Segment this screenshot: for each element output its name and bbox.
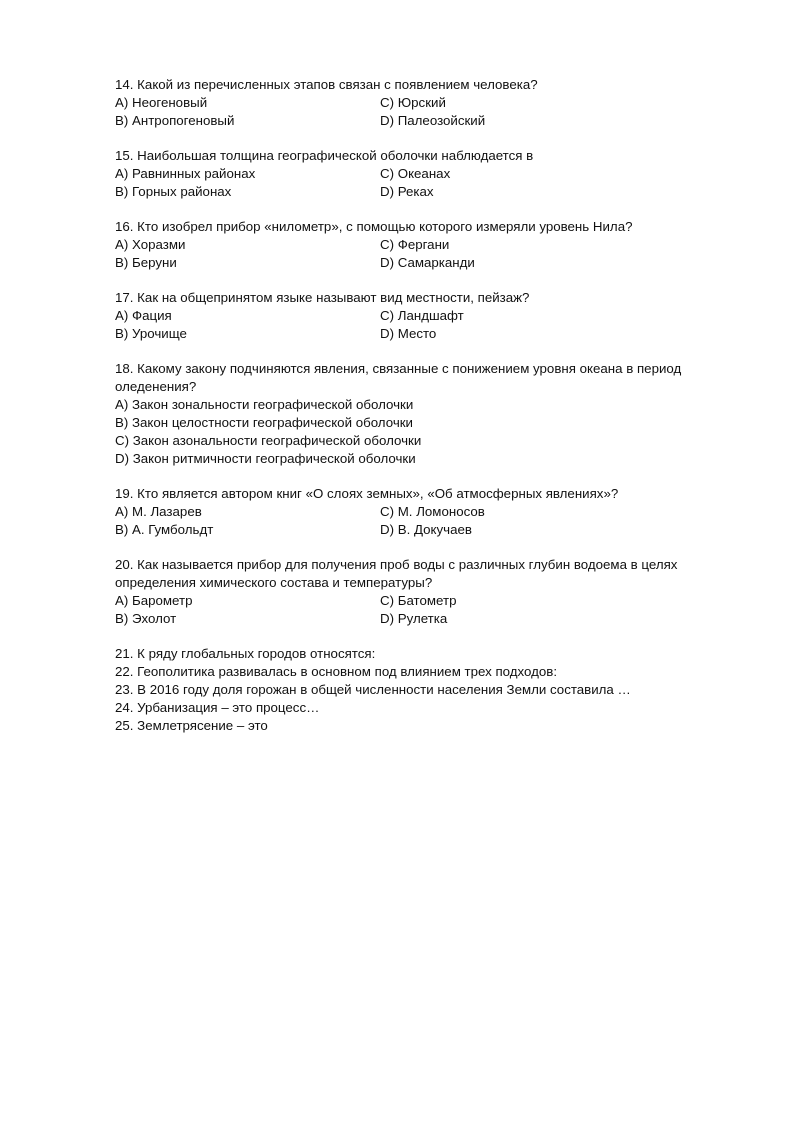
option-d: D) В. Докучаев [380, 522, 472, 537]
option-c: C) Океанах [380, 166, 451, 181]
answer-options [115, 165, 705, 201]
question-20 [115, 556, 705, 628]
option-b: B) Эхолот [115, 611, 177, 626]
option-a: A) Хоразми [115, 237, 186, 252]
option-c: C) М. Ломоносов [380, 504, 485, 519]
option-a: A) Барометр [115, 593, 193, 608]
question-text: 20. Как называется прибор для получения проб воды с различных глубин водоема в целях определения химического состава и температуры? [115, 557, 678, 590]
question-18 [115, 360, 705, 468]
answer-options [115, 307, 705, 343]
open-question-21: 21. К ряду глобальных городов относятся: [115, 646, 376, 661]
option-c: C) Ландшафт [380, 308, 464, 323]
option-a: A) Закон зональности географической оболочки [115, 397, 414, 412]
open-question-25: 25. Землетрясение – это [115, 718, 268, 733]
option-c: C) Юрский [380, 95, 446, 110]
question-text: 14. Какой из перечисленных этапов связан с появлением человека? [115, 77, 538, 92]
question-text: 19. Кто является автором книг «О слоях земных», «Об атмосферных явлениях»? [115, 486, 619, 501]
document-page [115, 76, 705, 735]
answer-options [115, 94, 705, 130]
question-15 [115, 147, 705, 201]
option-d: D) Самарканди [380, 255, 475, 270]
open-question-22: 22. Геополитика развивалась в основном под влиянием трех подходов: [115, 664, 558, 679]
question-text: 18. Какому закону подчиняются явления, связанные с понижением уровня океана в период оледенения? [115, 361, 682, 394]
open-question-23: 23. В 2016 году доля горожан в общей численности населения Земли составила … [115, 682, 631, 697]
option-a: A) Неогеновый [115, 95, 208, 110]
option-b: B) А. Гумбольдт [115, 522, 214, 537]
answer-options [115, 236, 705, 272]
question-19 [115, 485, 705, 539]
answer-options [115, 503, 705, 539]
open-questions-list [115, 645, 705, 735]
question-17 [115, 289, 705, 343]
option-d: D) Закон ритмичности географической оболочки [115, 451, 416, 466]
option-d: D) Реках [380, 184, 434, 199]
option-a: A) Фация [115, 308, 172, 323]
option-c: C) Фергани [380, 237, 450, 252]
option-d: D) Место [380, 326, 437, 341]
option-d: D) Рулетка [380, 611, 448, 626]
question-16 [115, 218, 705, 272]
question-text: 16. Кто изобрел прибор «нилометр», с помощью которого измеряли уровень Нила? [115, 219, 633, 234]
option-b: B) Беруни [115, 255, 177, 270]
answer-options [115, 592, 705, 628]
answer-options [115, 396, 705, 468]
question-text: 17. Как на общепринятом языке называют вид местности, пейзаж? [115, 290, 530, 305]
option-c: C) Батометр [380, 593, 457, 608]
open-question-24: 24. Урбанизация – это процесс… [115, 700, 320, 715]
option-b: B) Урочище [115, 326, 187, 341]
option-a: A) М. Лазарев [115, 504, 202, 519]
question-14 [115, 76, 705, 130]
question-text: 15. Наибольшая толщина географической оболочки наблюдается в [115, 148, 534, 163]
option-d: D) Палеозойский [380, 113, 486, 128]
option-b: B) Горных районах [115, 184, 232, 199]
option-c: C) Закон азональности географической оболочки [115, 433, 422, 448]
option-b: B) Антропогеновый [115, 113, 235, 128]
option-b: B) Закон целостности географической оболочки [115, 415, 413, 430]
option-a: A) Равнинных районах [115, 166, 256, 181]
